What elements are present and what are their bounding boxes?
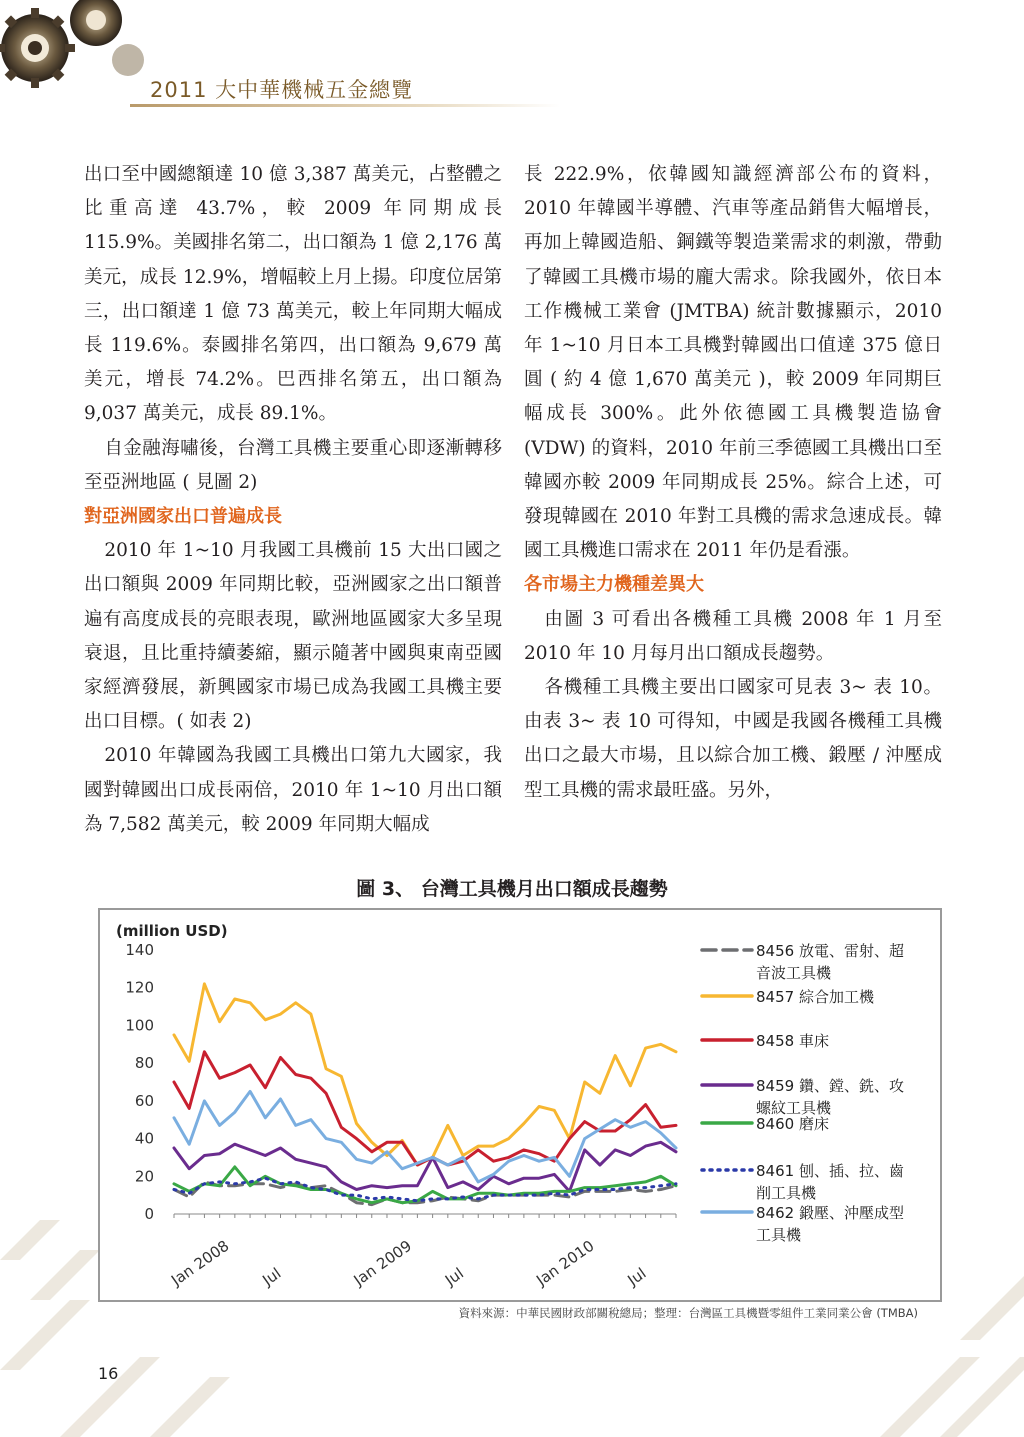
page-header <box>0 0 1024 112</box>
y-tick-label: 100 <box>125 1016 154 1035</box>
x-tick-label: Jul <box>441 1264 467 1290</box>
legend-label: 8458 車床 <box>756 1032 829 1050</box>
legend-label: 8461 刨、插、拉、齒 <box>756 1162 904 1180</box>
x-tick-label: Jan 2008 <box>167 1236 233 1290</box>
gears-icon <box>0 0 150 112</box>
series-line-7 <box>174 1091 676 1182</box>
legend-label: 8457 綜合加工機 <box>756 988 874 1006</box>
line-chart <box>100 910 940 1300</box>
x-tick-label: Jul <box>624 1264 650 1290</box>
body-paragraph: 自金融海嘯後，台灣工具機主要重心即逐漸轉移至亞洲地區 ( 見圖 2) <box>84 437 502 493</box>
body-paragraph: 由圖 3 可看出各機種工具機 2008 年 1 月至 2010 年 10 月每月出口額成長趨勢。 <box>524 608 942 664</box>
y-axis-label: (million USD) <box>116 922 228 940</box>
left-column <box>84 158 502 842</box>
y-tick-label: 80 <box>134 1054 154 1073</box>
legend-label: 工具機 <box>756 1226 802 1244</box>
y-tick-label: 40 <box>134 1129 154 1148</box>
figure-title: 圖 3、 台灣工具機月出口額成長趨勢 <box>356 878 668 900</box>
section-heading: 各市場主力機種差異大 <box>524 574 704 596</box>
chart-container <box>98 908 942 1302</box>
legend-label: 螺紋工具機 <box>756 1099 832 1117</box>
header-divider <box>130 104 560 107</box>
series-line-2 <box>174 984 676 1165</box>
y-tick-label: 120 <box>125 978 154 997</box>
y-tick-label: 60 <box>134 1091 154 1110</box>
right-column <box>524 158 942 808</box>
y-tick-label: 0 <box>144 1205 154 1223</box>
page-number: 16 <box>98 1364 119 1383</box>
body-paragraph: 出口至中國總額達 10 億 3,387 萬美元，占整體之比重高達 43.7%，較 2009 年同期成長 115.9%。美國排名第二，出口額為 1 億 2,176 萬美元，成長 12.9%，增幅較上月上揚。印度位居第三，出口額達 1 億 73 萬美元，較上年同期大幅成長 119.6%。泰國排名第四，出口額為 9,679 萬美元，增長 74.2%。巴西排名第五，出口額為 9,037 萬美元，成長 89.1%。 <box>84 164 502 425</box>
legend-label: 削工具機 <box>756 1184 817 1202</box>
x-tick-label: Jan 2010 <box>533 1236 598 1290</box>
x-tick-label: Jan 2009 <box>350 1236 415 1290</box>
body-paragraph: 長 222.9%，依韓國知識經濟部公布的資料，2010 年韓國半導體、汽車等產品銷售大幅增長，再加上韓國造船、鋼鐵等製造業需求的刺激，帶動了韓國工具機市場的龐大需求。除我國外，依日本工作機械工業會 (JMTBA) 統計數據顯示，2010 年 1~10 月日本工具機對韓國出口值達 375 億日圓 ( 約 4 億 1,670 萬美元 )，較 2009 年同期巨幅成長 300%。此外依德國工具機製造協會 (VDW) 的資料，2010 年前三季德國工具機出口至韓國亦較 2009 年同期成長 25%。綜合上述，可發現韓國在 2010 年對工具機的需求急速成長。韓國工具機進口需求在 2011 年仍是看漲。 <box>524 164 942 562</box>
legend-label: 8456 放電、雷射、超 <box>756 942 904 960</box>
y-tick-label: 140 <box>125 941 154 959</box>
header-title: 2011 大中華機械五金總覽 <box>150 78 414 102</box>
section-heading: 對亞洲國家出口普遍成長 <box>84 506 282 528</box>
legend-label: 8460 磨床 <box>756 1115 829 1133</box>
body-paragraph: 2010 年 1~10 月我國工具機前 15 大出口國之出口額與 2009 年同期比較，亞洲國家之出口額普遍有高度成長的亮眼表現，歐洲地區國家大多呈現衰退，且比重持續萎縮，顯示隨著中國與東南亞國家經濟發展，新興國家市場已成為我國工具機主要出口目標。( 如表 2) <box>84 540 502 733</box>
legend-label: 音波工具機 <box>756 964 832 982</box>
y-tick-label: 20 <box>134 1167 154 1186</box>
legend-label: 8462 鍛壓、沖壓成型 <box>756 1204 904 1222</box>
x-tick-label: Jul <box>259 1264 285 1290</box>
body-paragraph: 2010 年韓國為我國工具機出口第九大國家，我國對韓國出口成長兩倍，2010 年 1~10 月出口額為 7,582 萬美元，較 2009 年同期大幅成 <box>84 745 502 835</box>
legend-label: 8459 鑽、鏜、銑、攻 <box>756 1077 904 1095</box>
body-paragraph: 各機種工具機主要出口國家可見表 3~ 表 10。由表 3~ 表 10 可得知，中國是我國各機種工具機出口之最大市場，且以綜合加工機、鍛壓 / 沖壓成型工具機的需求最旺盛。另外， <box>524 677 942 801</box>
figure-source: 資料來源：中華民國財政部關稅總局；整理：台灣區工具機暨零組件工業同業公會 (TMBA) <box>458 1306 918 1320</box>
